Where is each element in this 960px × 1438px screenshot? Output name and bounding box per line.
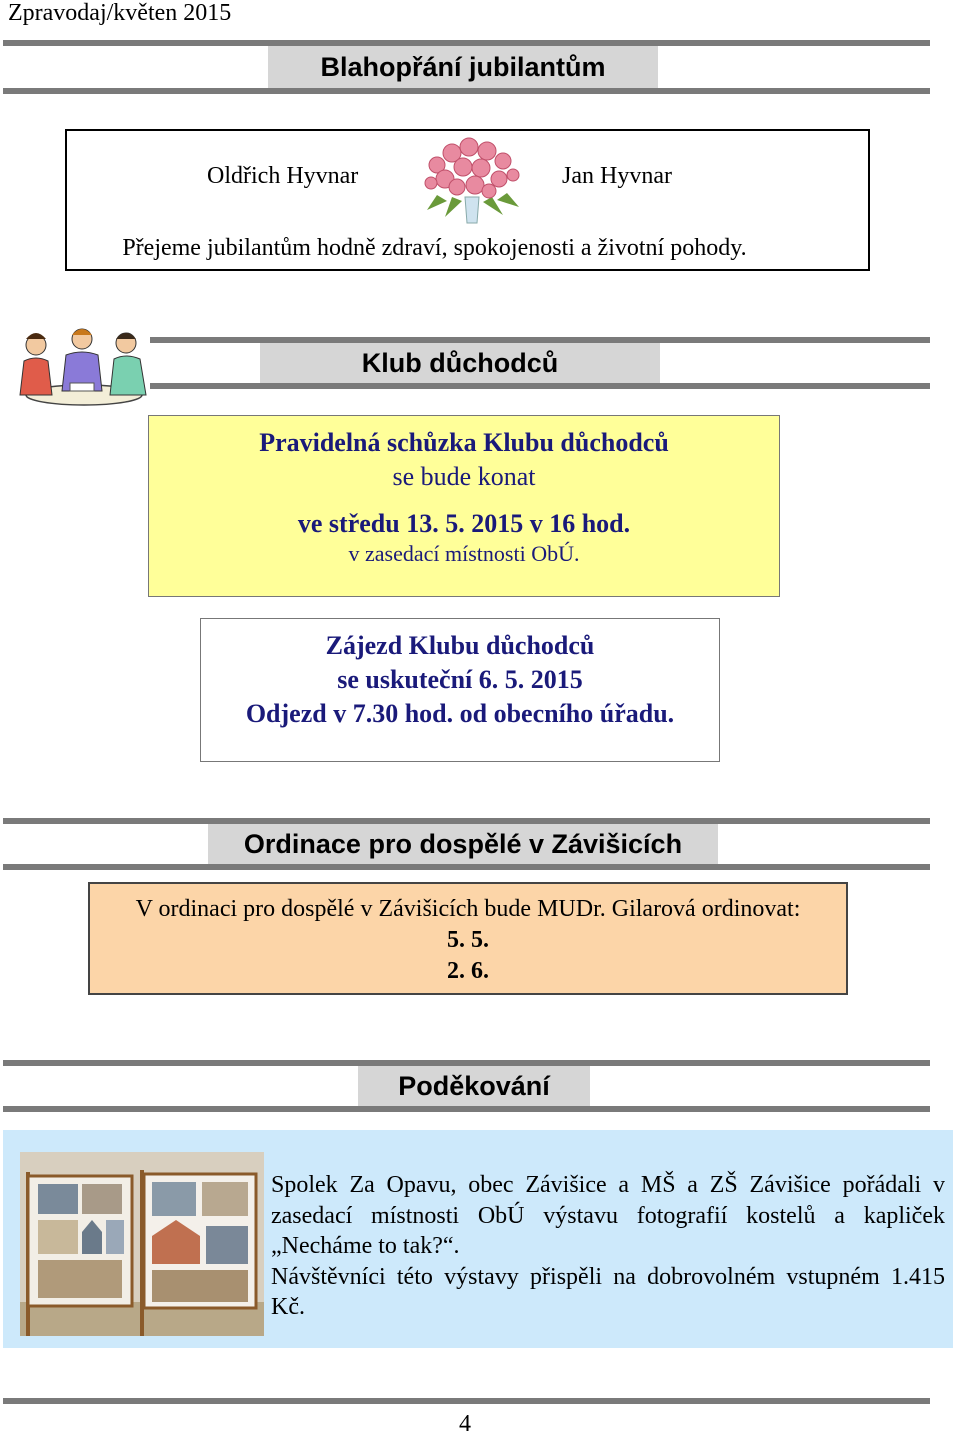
- section-title-clinic: Ordinace pro dospělé v Závišicích: [208, 824, 718, 864]
- clinic-date-1: 5. 5.: [447, 927, 489, 953]
- thanks-paragraph-2: Návštěvníci této výstavy přispěli na dobrovolném vstupném 1.415 Kč.: [271, 1263, 945, 1320]
- section-title-jubilee: Blahopřání jubilantům: [268, 46, 658, 88]
- section-rule-bottom: [3, 88, 930, 94]
- thanks-box: [3, 1130, 953, 1348]
- clinic-date-2: 2. 6.: [447, 958, 489, 984]
- page-number: 4: [459, 1411, 471, 1437]
- thanks-text: [271, 1170, 945, 1323]
- exhibition-photo-icon: [20, 1152, 264, 1336]
- meeting-title: Pravidelná schůzka Klubu důchodců: [259, 428, 669, 457]
- footer-rule: [3, 1398, 930, 1404]
- trip-box: [200, 618, 720, 762]
- clinic-box: [88, 882, 848, 995]
- jubilee-wish: Přejeme jubilantům hodně zdraví, spokojenosti a životní pohody.: [122, 235, 747, 261]
- jubilant-name-right: Jan Hyvnar: [562, 163, 672, 189]
- flower-bouquet-icon: [417, 135, 527, 227]
- jubilee-box: [65, 129, 870, 271]
- section-rule-bottom: [3, 864, 930, 870]
- section-rule-bottom: [150, 383, 930, 389]
- people-meeting-icon: [18, 325, 150, 407]
- trip-departure: Odjezd v 7.30 hod. od obecního úřadu.: [245, 699, 675, 728]
- meeting-subtitle: se bude konat: [392, 462, 536, 491]
- meeting-date: ve středu 13. 5. 2015 v 16 hod.: [297, 509, 631, 538]
- trip-title: Zájezd Klubu důchodců: [325, 631, 595, 660]
- section-rule-bottom: [3, 1106, 930, 1112]
- section-title-thanks: Poděkování: [358, 1066, 590, 1106]
- clinic-text: V ordinaci pro dospělé v Závišicích bude MUDr. Gilarová ordinovat:: [135, 896, 801, 922]
- meeting-place: v zasedací místnosti ObÚ.: [348, 541, 580, 566]
- page-header: Zpravodaj/květen 2015: [8, 0, 232, 26]
- trip-date: se uskuteční 6. 5. 2015: [337, 665, 583, 694]
- jubilant-name-left: Oldřich Hyvnar: [207, 163, 359, 189]
- meeting-box: [148, 415, 780, 597]
- section-title-club: Klub důchodců: [260, 343, 660, 383]
- thanks-paragraph-1: Spolek Za Opavu, obec Závišice a MŠ a ZŠ Závišice pořádali v zasedací místnosti ObÚ výstavu fotografií kostelů a kapliček „Necháme to tak?“.: [271, 1172, 945, 1259]
